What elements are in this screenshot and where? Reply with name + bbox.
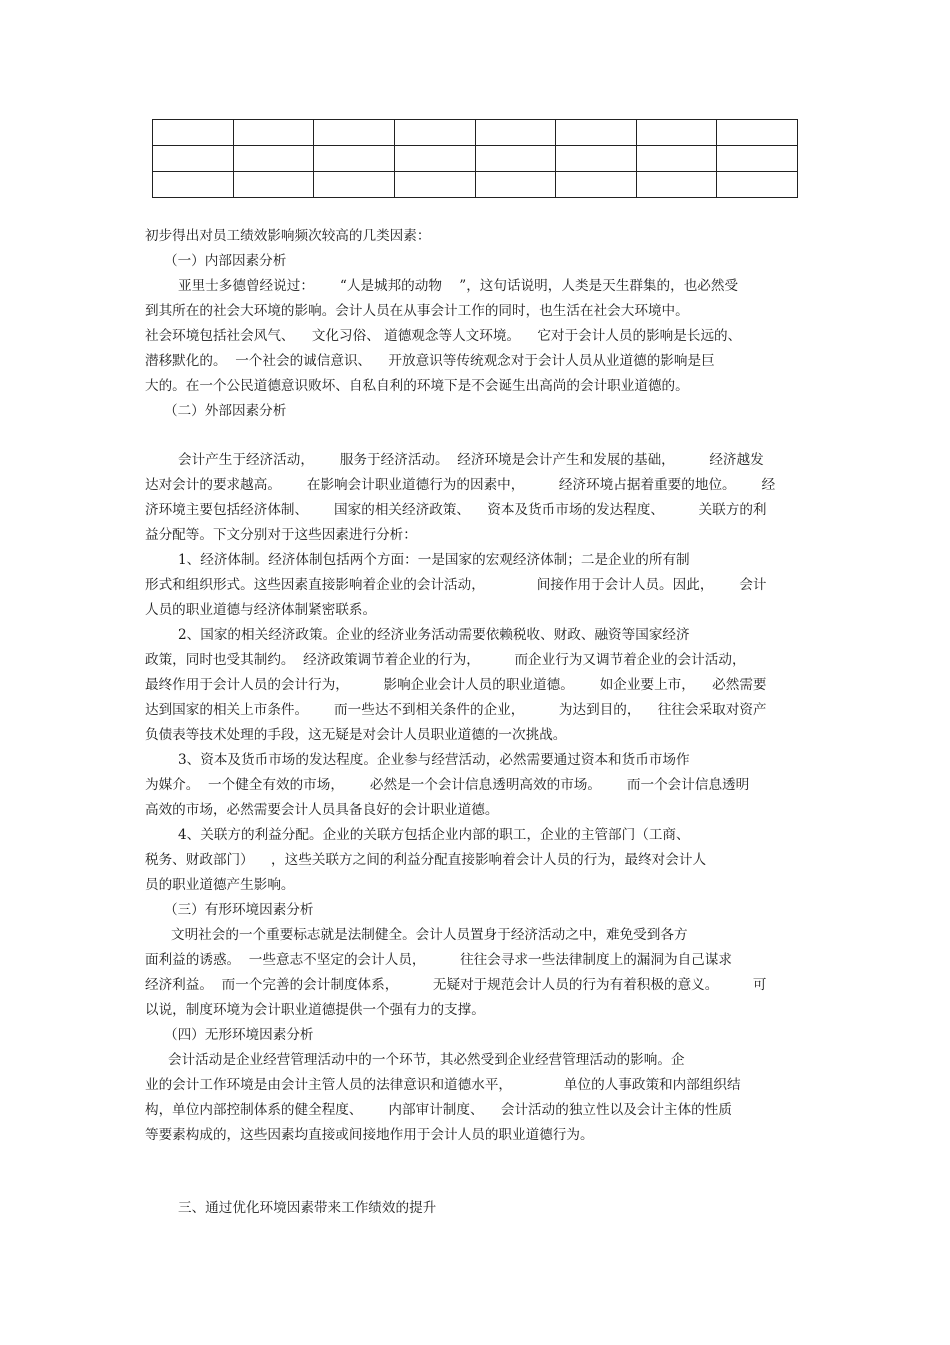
text-line: 济环境主要包括经济体制、 国家的相关经济政策、 资本及货币市场的发达程度、 关联方的利 bbox=[145, 502, 767, 518]
text-line: 高效的市场，必然需要会计人员具备良好的会计职业道德。 bbox=[145, 802, 499, 818]
text-line: 业的会计工作环境是由会计主管人员的法律意识和道德水平， 单位的人事政策和内部组织结 bbox=[145, 1077, 741, 1093]
table-cell bbox=[556, 172, 637, 198]
text-line: 负债表等技术处理的手段，这无疑是对会计人员职业道德的一次挑战。 bbox=[145, 727, 567, 743]
table-cell bbox=[717, 120, 798, 146]
text-line: 大的。在一个公民道德意识败坏、自私自利的环境下是不会诞生出高尚的会计职业道德的。 bbox=[145, 378, 689, 394]
table-row bbox=[153, 172, 798, 198]
text-line: 到其所在的社会大环境的影响。会计人员在从事会计工作的同时，也生活在社会大环境中。 bbox=[145, 303, 689, 319]
text-line: 2、国家的相关经济政策。企业的经济业务活动需要依赖税收、财政、融资等国家经济 bbox=[178, 627, 690, 643]
blank-table-body bbox=[153, 120, 798, 198]
text-line: 形式和组织形式。这些因素直接影响着企业的会计活动， 间接作用于会计人员。因此， 会计 bbox=[145, 577, 767, 593]
text-line: 初步得出对员工绩效影响频次较高的几类因素： bbox=[145, 228, 431, 244]
section-heading: （二）外部因素分析 bbox=[164, 403, 287, 419]
table-cell bbox=[394, 172, 475, 198]
table-cell bbox=[475, 146, 556, 172]
table-cell bbox=[314, 146, 395, 172]
text-line: 以说，制度环境为会计职业道德提供一个强有力的支撑。 bbox=[145, 1002, 485, 1018]
table-cell bbox=[394, 146, 475, 172]
text-line: 3、资本及货币市场的发达程度。企业参与经营活动，必然需要通过资本和货币市场作 bbox=[178, 752, 690, 768]
section-heading: （四）无形环境因素分析 bbox=[164, 1027, 314, 1043]
text-line: 为媒介。 一个健全有效的市场， 必然是一个会计信息透明高效的市场。 而一个会计信息透明 bbox=[145, 777, 750, 793]
table-cell bbox=[394, 120, 475, 146]
text-line: 1、经济体制。经济体制包括两个方面：一是国家的宏观经济体制；二是企业的所有制 bbox=[178, 552, 690, 568]
table-cell bbox=[636, 120, 717, 146]
table-cell bbox=[314, 120, 395, 146]
text-line: 达对会计的要求越高。 在影响会计职业道德行为的因素中， 经济环境占据着重要的地位。 经 bbox=[145, 477, 776, 493]
text-line: 税务、财政部门） ，这些关联方之间的利益分配直接影响着会计人员的行为，最终对会计人 bbox=[145, 852, 707, 868]
table-cell bbox=[233, 172, 314, 198]
text-line: 构，单位内部控制体系的健全程度、 内部审计制度、 会计活动的独立性以及会计主体的性质 bbox=[145, 1102, 732, 1118]
chapter-heading: 三、通过优化环境因素带来工作绩效的提升 bbox=[178, 1200, 437, 1216]
section-heading: （一）内部因素分析 bbox=[164, 253, 287, 269]
table-row bbox=[153, 120, 798, 146]
table-cell bbox=[475, 120, 556, 146]
text-line: 会计活动是企业经营管理活动中的一个环节，其必然受到企业经营管理活动的影响。企 bbox=[168, 1052, 685, 1068]
section-heading: （三）有形环境因素分析 bbox=[164, 902, 314, 918]
text-line: 达到国家的相关上市条件。 而一些达不到相关条件的企业， 为达到目的， 往往会采取对资产 bbox=[145, 702, 767, 718]
blank-table bbox=[152, 119, 798, 198]
text-line: 员的职业道德产生影响。 bbox=[145, 877, 295, 893]
table-cell bbox=[636, 146, 717, 172]
text-line: 会计产生于经济活动， 服务于经济活动。 经济环境是会计产生和发展的基础， 经济越发 bbox=[178, 452, 764, 468]
text-line: 人员的职业道德与经济体制紧密联系。 bbox=[145, 602, 377, 618]
text-line: 社会环境包括社会风气、 文化习俗、 道德观念等人文环境。 它对于会计人员的影响是长远的、 bbox=[145, 328, 742, 344]
text-line: 4、关联方的利益分配。企业的关联方包括企业内部的职工，企业的主管部门（工商、 bbox=[178, 827, 690, 843]
text-line: 潜移默化的。 一个社会的诚信意识、 开放意识等传统观念对于会计人员从业道德的影响是巨 bbox=[145, 353, 715, 369]
table-cell bbox=[717, 146, 798, 172]
text-line: 最终作用于会计人员的会计行为， 影响企业会计人员的职业道德。 如企业要上市， 必然需要 bbox=[145, 677, 767, 693]
table-cell bbox=[233, 146, 314, 172]
text-line: 亚里士多德曾经说过： “人是城邦的动物 ”，这句话说明，人类是天生群集的，也必然受 bbox=[178, 278, 739, 294]
text-line: 面利益的诱惑。 一些意志不坚定的会计人员， 往往会寻求一些法律制度上的漏洞为自己谋求 bbox=[145, 952, 732, 968]
text-line: 经济利益。 而一个完善的会计制度体系， 无疑对于规范会计人员的行为有着积极的意义。 可 bbox=[145, 977, 767, 993]
table-cell bbox=[153, 172, 234, 198]
table-cell bbox=[233, 120, 314, 146]
text-line: 益分配等。下文分别对于这些因素进行分析： bbox=[145, 527, 417, 543]
table-cell bbox=[636, 172, 717, 198]
table-cell bbox=[717, 172, 798, 198]
table-cell bbox=[556, 146, 637, 172]
table-cell bbox=[153, 146, 234, 172]
table-cell bbox=[556, 120, 637, 146]
table-cell bbox=[475, 172, 556, 198]
table-cell bbox=[314, 172, 395, 198]
table-row bbox=[153, 146, 798, 172]
text-line: 文明社会的一个重要标志就是法制健全。会计人员置身于经济活动之中，难免受到各方 bbox=[171, 927, 688, 943]
text-line: 等要素构成的，这些因素均直接或间接地作用于会计人员的职业道德行为。 bbox=[145, 1127, 594, 1143]
text-line: 政策，同时也受其制约。 经济政策调节着企业的行为， 而企业行为又调节着企业的会计活动， bbox=[145, 652, 746, 668]
table-cell bbox=[153, 120, 234, 146]
